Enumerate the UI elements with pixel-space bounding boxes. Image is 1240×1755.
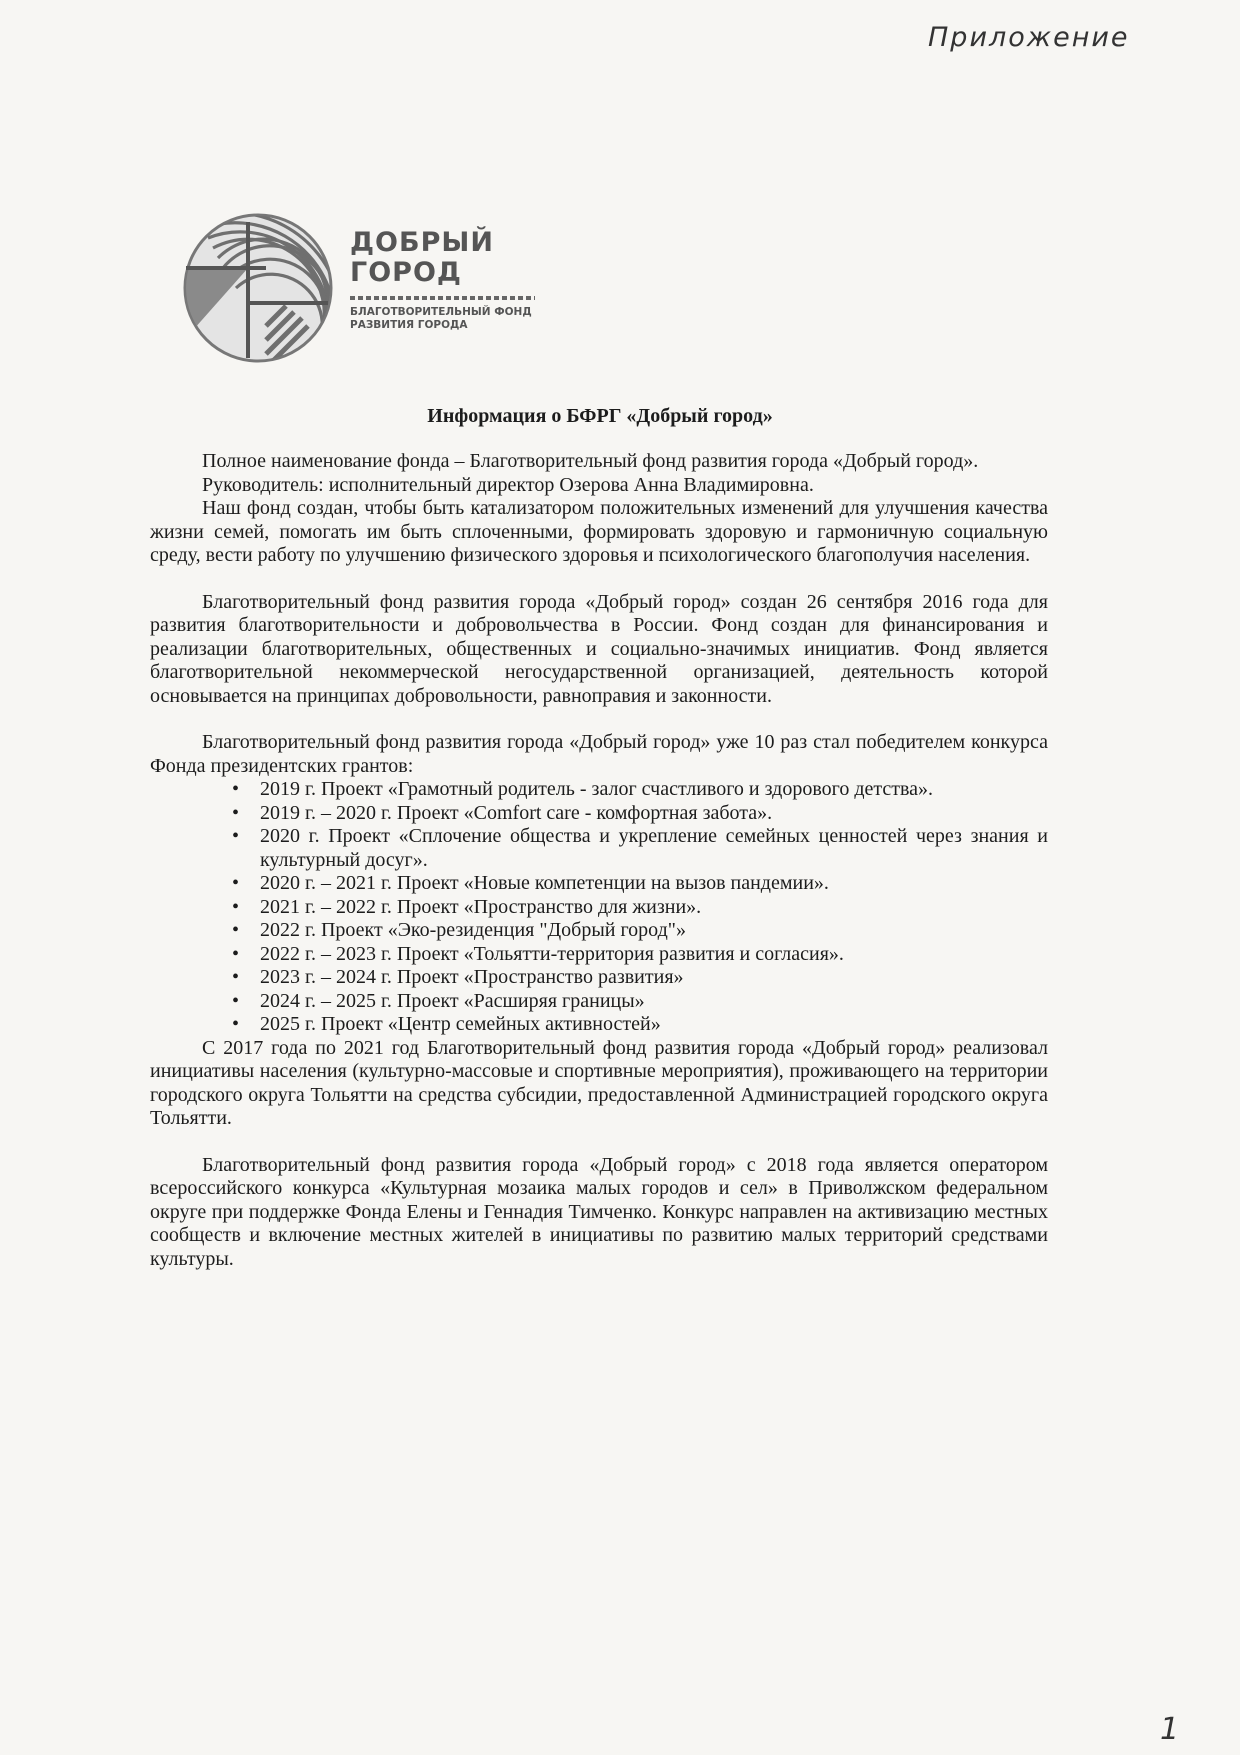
paragraph-full-name: Полное наименование фонда – Благотворительный фонд развития города «Добрый город». xyxy=(202,450,979,472)
list-item: • 2021 г. – 2022 г. Проект «Пространство для жизни». xyxy=(260,896,1048,920)
document-body xyxy=(150,450,1048,1271)
foundation-logo xyxy=(178,208,558,368)
list-item: • 2019 г. – 2020 г. Проект «Comfort care - комфортная забота». xyxy=(260,802,1048,826)
list-item: • 2020 г. Проект «Сплочение общества и укрепление семейных ценностей через знания и культурный досуг». xyxy=(260,825,1048,872)
paragraph-subsidies: С 2017 года по 2021 год Благотворительный фонд развития города «Добрый город» реализовал инициативы населения (культурно-массовые и спортивные мероприятия), проживающего на территории городского округа Тольятти на средства субсидии, предоставленной Администрацией городского округа Тольятти. xyxy=(150,1036,1048,1129)
list-item: • 2022 г. – 2023 г. Проект «Тольятти-территория развития и согласия». xyxy=(260,943,1048,967)
logo-wordmark xyxy=(350,228,535,332)
handwritten-note: Приложение xyxy=(928,22,1130,53)
page-number: 1 xyxy=(1160,1712,1180,1747)
logo-emblem-icon xyxy=(178,208,338,368)
paragraph-mission: Наш фонд создан, чтобы быть катализатором положительных изменений для улучшения качества жизни семей, помогать им быть сплоченными, формировать здоровую и гармоничную социальную среду, вести работу по улучшению физического здоровья и психологического благополучия населения. xyxy=(150,497,1048,566)
logo-subtitle-line2: РАЗВИТИЯ ГОРОДА xyxy=(350,319,468,331)
list-item: • 2022 г. Проект «Эко-резиденция "Добрый город"» xyxy=(260,919,1048,943)
document-title: Информация о БФРГ «Добрый город» xyxy=(427,405,773,427)
list-item: • 2023 г. – 2024 г. Проект «Пространство развития» xyxy=(260,966,1048,990)
logo-subtitle-line1: БЛАГОТВОРИТЕЛЬНЫЙ ФОНД xyxy=(350,306,532,318)
paragraph-operator: Благотворительный фонд развития города «Добрый город» с 2018 года является оператором всероссийского конкурса «Культурная мозаика малых городов и сел» в Приволжском федеральном округе при поддержке Фонда Елены и Геннадия Тимченко. Конкурс направлен на активизацию местных сообществ и включение местных жителей в инициативы по развитию малых территорий средствами культуры. xyxy=(150,1153,1048,1270)
paragraph-history: Благотворительный фонд развития города «Добрый город» создан 26 сентября 2016 года для развития благотворительности и добровольчества в России. Фонд создан для финансирования и реализации благотворительных, общественных и социально-значимых инициатив. Фонд является благотворительной некоммерческой негосударственной организацией, деятельность которой основывается на принципах добровольности, равноправия и законности. xyxy=(150,590,1048,707)
list-item: • 2019 г. Проект «Грамотный родитель - залог счастливого и здорового детства». xyxy=(260,778,1048,802)
paragraph-director: Руководитель: исполнительный директор Озерова Анна Владимировна. xyxy=(202,473,814,496)
logo-name-line2: ГОРОД xyxy=(350,257,462,288)
grants-list xyxy=(150,778,1048,1037)
logo-name-line1: ДОБРЫЙ xyxy=(350,227,494,258)
list-item: • 2025 г. Проект «Центр семейных активностей» xyxy=(260,1013,1048,1037)
paragraph-grants-intro: Благотворительный фонд развития города «Добрый город» уже 10 раз стал победителем конкурса Фонда президентских грантов: xyxy=(150,731,1048,777)
list-item: • 2020 г. – 2021 г. Проект «Новые компетенции на вызов пандемии». xyxy=(260,872,1048,896)
list-item: • 2024 г. – 2025 г. Проект «Расширяя границы» xyxy=(260,990,1048,1014)
logo-divider xyxy=(350,296,535,300)
